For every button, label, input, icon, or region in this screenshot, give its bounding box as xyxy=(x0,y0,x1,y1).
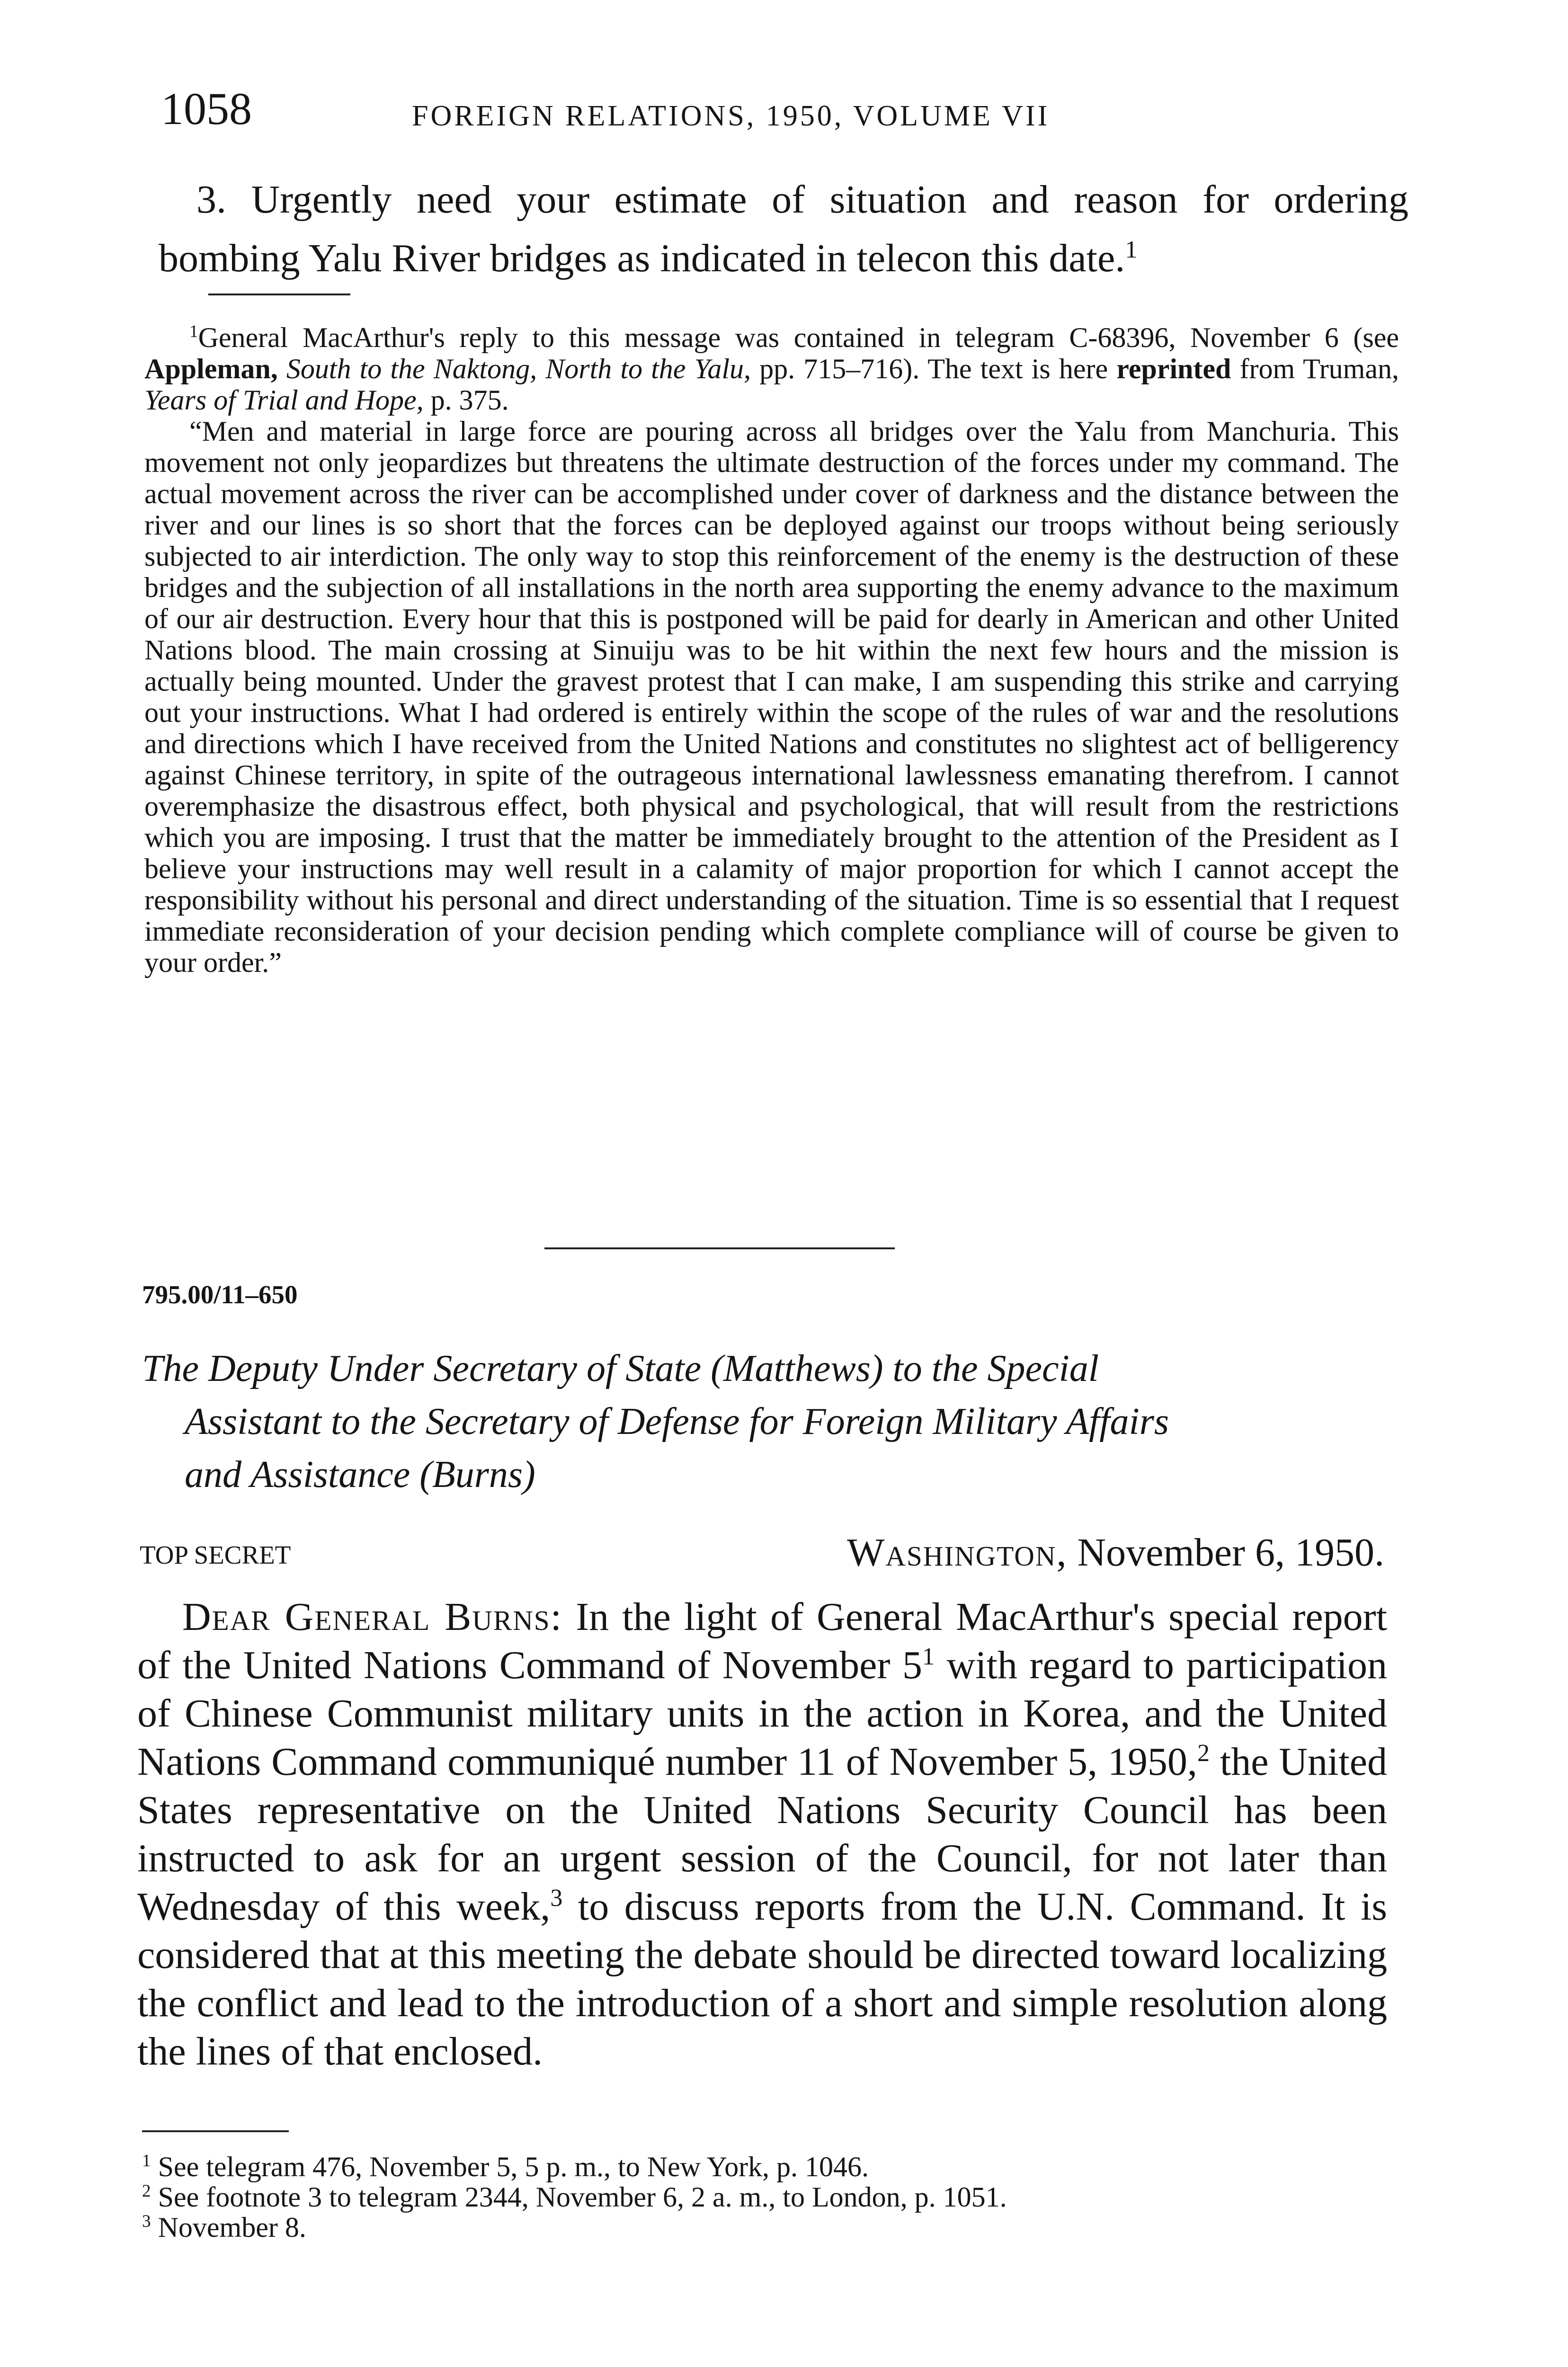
footnote-1-reprinted: reprinted xyxy=(1116,353,1231,384)
footnote-1-book-title-2: Years of Trial and Hope, xyxy=(144,384,424,416)
footnote-1-intro xyxy=(144,322,1399,416)
section-separator xyxy=(544,1247,895,1249)
date: November 6, 1950. xyxy=(1067,1531,1384,1575)
footnote-text: November 8. xyxy=(158,2212,306,2243)
document-heading xyxy=(142,1342,1401,1501)
footnote-1-text-b: pp. 715–716). The text is here xyxy=(751,353,1117,384)
footnote-1-author: Appleman, xyxy=(144,353,278,384)
file-number: 795.00/11–650 xyxy=(142,1280,298,1309)
footnote-1-book-title: South to the Naktong, North to the Yalu, xyxy=(286,353,751,384)
letter-text-a: In the light of General MacArthur's special report of the United Nations Command of November 5 xyxy=(137,1595,1387,1687)
footnote-marker: 2 xyxy=(142,2181,151,2201)
running-head: FOREIGN RELATIONS, 1950, VOLUME VII xyxy=(412,100,1050,132)
footnote-item xyxy=(142,2152,1401,2182)
footnote-ref-1: 1 xyxy=(1125,236,1138,263)
letter-text-b: with regard to participation of Chinese Communist military units in the action in Korea, and the United Nations Command communiqué number 11 of November 5, 1950, xyxy=(137,1643,1387,1784)
classification: TOP SECRET xyxy=(140,1540,291,1569)
footnote-marker: 1 xyxy=(142,2151,151,2171)
footnote-item xyxy=(142,2182,1401,2212)
footnote-marker: 3 xyxy=(142,2212,151,2231)
item-3-text: 3. Urgently need your estimate of situation and reason for ordering bombing Yalu River bridges as indicated in telecon this date. xyxy=(159,178,1408,280)
heading-line-2: Assistant to the Secretary of Defense for Foreign Military Affairs xyxy=(185,1401,1169,1442)
footnote-item xyxy=(142,2212,1401,2242)
heading-line-3: and Assistance (Burns) xyxy=(185,1454,535,1495)
letter-text-d: to discuss reports from the U.N. Command. It is considered that at this meeting the debate should be directed toward localizing the conflict and lead to the introduction of a short and simple resolution along the lines of that enclosed. xyxy=(137,1885,1387,2073)
letter-body xyxy=(137,1593,1387,2076)
place-date xyxy=(847,1527,1384,1579)
footnote-text: See footnote 3 to telegram 2344, November 6, 2 a. m., to London, p. 1051. xyxy=(158,2181,1007,2213)
footnote-1-text-a: General MacArthur's reply to this message was contained in telegram C-68396, November 6 (see xyxy=(198,322,1399,353)
footnotes-bottom xyxy=(142,2152,1401,2242)
macarthur-quotation: “Men and material in large force are pouring across all bridges over the Yalu from Manchuria. This movement not only jeopardizes but threatens the ultimate destruction of the forces under my command. The actual movement across the river can be accomplished under cover of darkness and the distance between the river and our lines is so short that the forces can be deployed against our troops without being seriously subjected to air interdiction. The only way to stop this reinforcement of the enemy is the destruction of these bridges and the subjection of all installations in the north area supporting the enemy advance to the maximum of our air destruction. Every hour that this is postponed will be paid for dearly in American and other United Nations blood. The main crossing at Sinuiju was to be hit within the next few hours and the mission is actually being mounted. Under the gravest protest that I can make, I am suspending this strike and carrying out your instructions. What I had ordered is entirely within the scope of the rules of war and the resolutions and directions which I have received from the United Nations and constitutes no slightest act of belligerency against Chinese territory, in spite of the outrageous international lawlessness emanating therefrom. I cannot overemphasize the disastrous effect, both physical and psychological, that will result from the restrictions which you are imposing. I trust that the matter be immediately brought to the attention of the President as I believe your instructions may well result in a calamity of major proportion for which I cannot accept the responsibility without his personal and direct understanding of the situation. Time is so essential that I request immediate reconsideration of your decision pending which complete compliance will of course be given to your order.” xyxy=(144,416,1399,978)
footnote-1 xyxy=(144,322,1399,978)
letter-paragraph xyxy=(137,1593,1387,2076)
item-3-paragraph xyxy=(159,170,1408,288)
letter-text-c: the United States representative on the United Nations Security Council has been instructed to ask for an urgent session of the Council, for not later than Wednesday of this week, xyxy=(137,1740,1387,1929)
footnote-rule xyxy=(208,294,350,295)
salutation: Dear General Burns: xyxy=(182,1595,562,1639)
footnote-rule-bottom xyxy=(142,2130,289,2132)
letter-footnote-ref-2: 2 xyxy=(1197,1740,1210,1767)
footnote-1-marker: 1 xyxy=(189,322,198,341)
footnote-text: See telegram 476, November 5, 5 p. m., to New York, p. 1046. xyxy=(158,2151,869,2182)
footnote-1-text-c: from Truman, xyxy=(1231,353,1399,384)
heading-line-1: The Deputy Under Secretary of State (Matthews) to the Special xyxy=(142,1348,1099,1389)
footnote-1-text-d: p. 375. xyxy=(423,384,509,416)
place: Washington, xyxy=(847,1531,1068,1575)
letter-footnote-ref-3: 3 xyxy=(550,1885,563,1912)
page-number: 1058 xyxy=(161,83,252,134)
letter-footnote-ref-1: 1 xyxy=(922,1643,935,1670)
